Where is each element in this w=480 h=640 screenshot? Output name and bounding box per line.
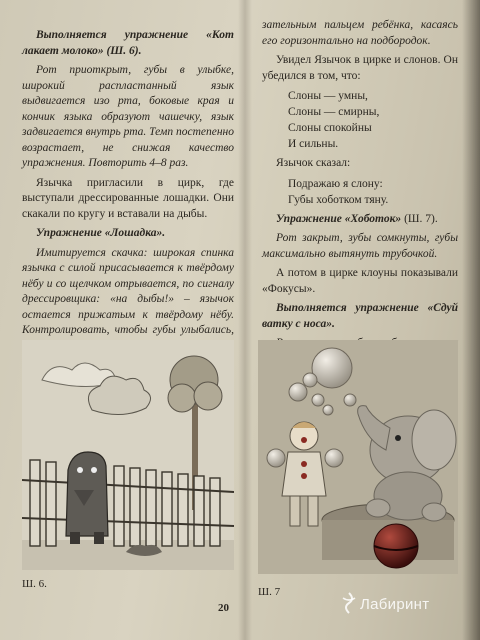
poem-imitate xyxy=(288,176,458,208)
right-text-column xyxy=(262,18,458,387)
exercise-heading-cat: Выполняется упражнение «Кот лакает молоко» (Ш. 6). xyxy=(22,29,234,57)
labyrinth-logo-icon xyxy=(340,592,358,614)
story-paragraph-clowns: А потом в цирке клоуны показывали «Фокусы». xyxy=(262,267,458,295)
watermark-text: Лабиринт xyxy=(360,596,430,613)
poem-line: Слоны — умны, xyxy=(288,90,368,102)
poem-elephants xyxy=(288,88,458,152)
horse-figure xyxy=(66,452,108,544)
illustration-horse xyxy=(22,340,234,570)
exercise-body-horse: Имитируется скачка: широкая спинка язычка с силой присасывается к твёрдому нёбу и со щелчком отрывается, по сигналу дрессировщика: «на дыбы!» – язычок остается прижатым к твёрдому нёбу. Контролировать, чтобы губы улыбались, xyxy=(22,246,234,336)
horse-fence-drawing xyxy=(22,340,234,570)
illustration-circus xyxy=(258,340,458,574)
figure-caption-right: Ш. 7 xyxy=(258,586,281,598)
exercise-ref-trunk: (Ш. 7). xyxy=(401,212,438,225)
exercise-heading-trunk xyxy=(262,212,458,228)
poem-line: Слоны — смирны, xyxy=(288,106,380,118)
circus-drawing xyxy=(258,340,458,574)
exercise-title-trunk: Упражнение «Хоботок» xyxy=(276,212,402,225)
figure-caption-left: Ш. 6. xyxy=(22,578,47,590)
poem-line: Слоны спокойны xyxy=(288,122,372,134)
exercise-body-cat: Рот приоткрыт, губы в улыбке, широкий распластанный язык выдвигается изо рта, боковые края и кончик языка образуют чашечку, язык задвигается внутрь рта. Темп постепенно возрастает, не снижая качество упражнения. Повторить 4–8 раз. xyxy=(22,64,234,169)
exercise-heading-horse: Упражнение «Лошадка». xyxy=(36,227,166,239)
page-number: 20 xyxy=(218,602,229,614)
story-paragraph-horses: Язычка пригласили в цирк, где выступали дрессированные лошадки. Они скакали по кругу и вставали на дыбы. xyxy=(22,176,234,220)
page-fold xyxy=(238,0,252,640)
left-text-column xyxy=(22,28,234,374)
story-said: Язычок сказал: xyxy=(276,157,351,169)
poem-line: Губы хоботком тяну. xyxy=(288,193,389,206)
poem-line: Подражаю я слону: xyxy=(288,177,383,190)
exercise-body-trunk: Рот закрыт, зубы сомкнуты, губы максимально вытянуть трубочкой. xyxy=(262,232,458,260)
story-paragraph-elephants: Увидел Язычок в цирке и слонов. Он убедился в том, что: xyxy=(262,54,458,82)
exercise-heading-cotton: Выполняется упражнение «Сдуй ватку с носа». xyxy=(262,302,458,330)
exercise-continuation: зательным пальцем ребёнка, касаясь его горизонтально на подбородок. xyxy=(262,19,458,47)
page-edge-shadow xyxy=(462,0,480,640)
poem-line: И сильны. xyxy=(288,138,339,150)
